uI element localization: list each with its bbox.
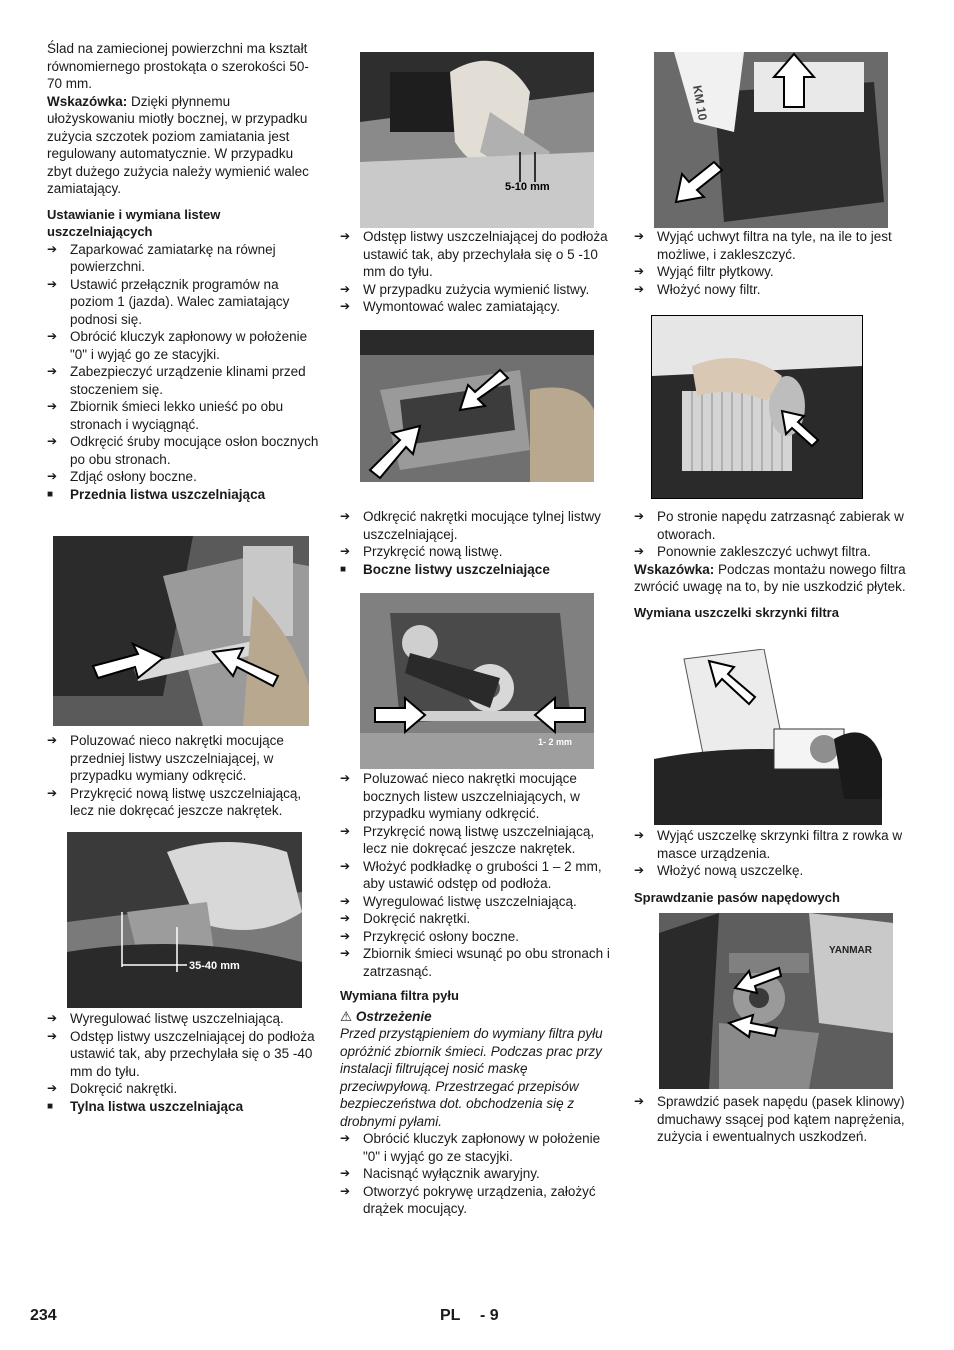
section-heading: Ustawianie i wymiana listew uszczelniających — [47, 206, 221, 239]
arrow-right-icon: ➔ — [634, 863, 645, 877]
step: ➔ Zabezpieczyć urządzenie klinami przed stoczeniem się. — [47, 364, 306, 397]
rear-strip-nuts-illustration — [360, 330, 594, 482]
arrow-right-icon: ➔ — [634, 229, 645, 243]
column-3-part-2 — [634, 508, 906, 621]
step: ➔ Zbiornik śmieci lekko unieść po obu stronach i wyciągnąć. — [47, 399, 284, 432]
subsection-heading: ■ Boczne listwy uszczelniające — [340, 561, 550, 577]
step: ➔ Zbiornik śmieci wsunąć po obu stronach i zatrzasnąć. — [340, 946, 610, 979]
note-text: Dzięki płynnemu ułożyskowaniu miotły bocznej, w przypadku zużycia szczotek poziom zamiatania jest regulowany automatycznie. W przypadku zbyt dużego zużycia należy wymienić walec zamiatający. — [47, 93, 309, 196]
arrow-right-icon: ➔ — [47, 399, 58, 413]
step: ➔ Wymontować walec zamiatający. — [340, 299, 560, 314]
arrow-right-icon: ➔ — [47, 276, 58, 291]
arrow-right-icon: ➔ — [634, 1094, 645, 1108]
arrow-right-icon: ➔ — [340, 823, 351, 838]
column-1-part-2 — [47, 732, 319, 820]
note — [47, 93, 319, 198]
step: ➔ Obrócić kluczyk zapłonowy w położenie "0" i wyjąć go ze stacyjki. — [340, 1131, 601, 1164]
arrow-right-icon: ➔ — [634, 544, 645, 558]
arrow-right-icon: ➔ — [340, 229, 351, 243]
subsection-heading: ■ Tylna listwa uszczelniająca — [47, 1098, 244, 1114]
engine-brand-label: YANMAR — [829, 945, 872, 956]
column-3-part-1 — [634, 228, 906, 298]
step: ➔ Przykręcić osłony boczne. — [340, 928, 520, 944]
note-text: Podczas montażu nowego filtra zwrócić uwagę na to, by nie uszkodzić płytek. — [634, 561, 906, 594]
step: ➔ Włożyć nowy filtr. — [634, 281, 761, 297]
language-code: PL — [440, 1307, 461, 1324]
arrow-right-icon: ➔ — [340, 1183, 351, 1198]
gap-measurement-label: 5-10 mm — [505, 181, 550, 193]
intro-text: Ślad na zamiecionej powierzchni ma kształt równomiernego prostokąta o szerokości 50-70 mm. — [47, 41, 309, 91]
square-bullet-icon: ■ — [47, 488, 54, 500]
section-heading: Wymiana filtra pyłu — [340, 988, 459, 1003]
warning-title: ⚠ Ostrzeżenie — [340, 1008, 432, 1024]
note-label: Wskazówka: — [47, 93, 128, 109]
note — [634, 561, 906, 596]
arrow-right-icon: ➔ — [340, 893, 351, 908]
arrow-right-icon: ➔ — [340, 1131, 351, 1145]
step: ➔ Włożyć nową uszczelkę. — [634, 863, 804, 878]
step: ➔ Nacisnąć wyłącznik awaryjny. — [340, 1166, 540, 1181]
arrow-right-icon: ➔ — [47, 1028, 58, 1043]
photo-rear-strip-gap — [360, 52, 594, 228]
photo-drive-belts — [659, 913, 893, 1089]
square-bullet-icon: ■ — [340, 563, 347, 575]
arrow-right-icon: ➔ — [634, 264, 645, 278]
column-3-part-4 — [634, 1093, 906, 1146]
filter-box-gasket-illustration — [654, 649, 882, 825]
rear-strip-gap-illustration — [360, 52, 594, 228]
sub-page-number: - 9 — [480, 1307, 499, 1324]
arrow-right-icon: ➔ — [340, 911, 351, 925]
column-1-part-3 — [47, 1010, 319, 1115]
step: ➔ Dokręcić nakrętki. — [340, 911, 471, 926]
arrow-right-icon: ➔ — [340, 544, 351, 558]
column-2-part-1 — [340, 228, 612, 316]
filter-holder-illustration — [654, 52, 888, 228]
arrow-right-icon: ➔ — [634, 828, 645, 842]
gap-measurement-label: 1- 2 mm — [538, 737, 573, 747]
drive-belts-illustration — [659, 913, 893, 1089]
note-label: Wskazówka: — [634, 561, 715, 577]
new-filter-illustration — [652, 316, 862, 498]
step: ➔ Przykręcić nową listwę uszczelniającą, lecz nie dokręcać jeszcze nakrętek. — [47, 785, 302, 818]
step: ➔ Ustawić przełącznik programów na poziom 1 (jazda). Walec zamiatający podnosi się. — [47, 276, 290, 327]
arrow-right-icon: ➔ — [340, 771, 351, 785]
step: ➔ Wyjąć filtr płytkowy. — [634, 264, 774, 279]
square-bullet-icon: ■ — [47, 1100, 54, 1112]
arrow-right-icon: ➔ — [634, 281, 645, 296]
warning-triangle-icon: ⚠ — [340, 1008, 353, 1024]
arrow-right-icon: ➔ — [340, 299, 351, 313]
step: ➔ Wyjąć uchwyt filtra na tyle, na ile to jest możliwe, i zakleszczyć. — [634, 229, 892, 262]
step: ➔ Poluzować nieco nakrętki mocujące bocznych listew uszczelniających, w przypadku wymiany odkręcić. — [340, 771, 580, 821]
page-number: 234 — [30, 1307, 57, 1324]
column-1 — [47, 40, 319, 503]
column-3-part-3 — [634, 827, 906, 906]
section-heading: Sprawdzanie pasów napędowych — [634, 889, 840, 905]
step: ➔ Odstęp listwy uszczelniającej do podłoża ustawić tak, aby przechylała się o 35 -40 mm do tyłu. — [47, 1028, 315, 1079]
step: ➔ W przypadku zużycia wymienić listwy. — [340, 281, 590, 297]
step: ➔ Ponownie zakleszczyć uchwyt filtra. — [634, 544, 871, 559]
brand-label: KM 10 — [690, 84, 710, 122]
arrow-right-icon: ➔ — [47, 364, 58, 378]
step: ➔ Sprawdzić pasek napędu (pasek klinowy) dmuchawy ssącej pod kątem naprężenia, zużycia i ewentualnych uszkodzeń. — [634, 1094, 905, 1144]
photo-new-filter — [651, 315, 863, 499]
arrow-right-icon: ➔ — [47, 434, 58, 448]
front-strip-gap-illustration — [67, 832, 302, 1008]
arrow-right-icon: ➔ — [340, 946, 351, 960]
photo-filter-box-gasket — [654, 649, 882, 825]
arrow-right-icon: ➔ — [47, 1081, 58, 1095]
step: ➔ Wyregulować listwę uszczelniającą. — [340, 893, 577, 909]
arrow-right-icon: ➔ — [47, 329, 58, 343]
step-list — [47, 241, 319, 486]
arrow-right-icon: ➔ — [47, 733, 58, 747]
photo-front-strip-gap — [67, 832, 302, 1008]
step: ➔ Obrócić kluczyk zapłonowy w położenie "0" i wyjąć go ze stacyjki. — [47, 329, 308, 362]
arrow-right-icon: ➔ — [340, 928, 351, 943]
arrow-right-icon: ➔ — [47, 1011, 58, 1025]
column-2-part-3 — [340, 770, 612, 1218]
arrow-right-icon: ➔ — [340, 858, 351, 873]
arrow-right-icon: ➔ — [340, 509, 351, 523]
gap-measurement-label: 35-40 mm — [189, 960, 240, 972]
step: ➔ Otworzyć pokrywę urządzenia, założyć drążek mocujący. — [340, 1183, 596, 1216]
photo-side-strips — [360, 593, 594, 769]
column-2-part-2 — [340, 508, 612, 578]
step: ➔ Zdjąć osłony boczne. — [47, 469, 197, 484]
step: ➔ Po stronie napędu zatrzasnąć zabierak w otworach. — [634, 509, 904, 542]
photo-rear-strip-nuts — [360, 330, 594, 482]
step: ➔ Odstęp listwy uszczelniającej do podłoża ustawić tak, aby przechylała się o 5 -10 mm do tyłu. — [340, 229, 608, 279]
step: ➔ Przykręcić nową listwę uszczelniającą, lecz nie dokręcać jeszcze nakrętek. — [340, 823, 595, 856]
photo-front-sealing-strip — [53, 536, 309, 726]
arrow-right-icon: ➔ — [47, 241, 58, 256]
step: ➔ Odkręcić nakrętki mocujące tylnej listwy uszczelniającej. — [340, 509, 601, 542]
arrow-right-icon: ➔ — [340, 281, 351, 296]
step: ➔ Włożyć podkładkę o grubości 1 – 2 mm, aby ustawić odstęp od podłoża. — [340, 858, 602, 891]
photo-filter-holder — [654, 52, 888, 228]
step: ➔ Poluzować nieco nakrętki mocujące przedniej listwy uszczelniającej, w przypadku wymiany odkręcić. — [47, 733, 284, 783]
arrow-right-icon: ➔ — [47, 469, 58, 483]
step: ➔ Dokręcić nakrętki. — [47, 1081, 178, 1096]
warning-text: Przed przystąpieniem do wymiany filtra pyłu opróżnić zbiornik śmieci. Podczas prac przy instalacji filtrującej nosić maskę przeciwpyłową. Przestrzegać przepisów bezpieczeństwa dot. obchodzenia się z drobnymi pyłami. — [340, 1026, 603, 1129]
arrow-right-icon: ➔ — [634, 509, 645, 523]
subsection-heading: ■ Przednia listwa uszczelniająca — [47, 486, 266, 502]
step: ➔ Wyjąć uszczelkę skrzynki filtra z rowka w masce urządzenia. — [634, 828, 903, 861]
step: ➔ Zaparkować zamiatarkę na równej powierzchni. — [47, 241, 276, 274]
step: ➔ Przykręcić nową listwę. — [340, 544, 503, 559]
front-strip-illustration — [53, 536, 309, 726]
side-strips-illustration — [360, 593, 594, 769]
step: ➔ Odkręcić śruby mocujące osłon bocznych po obu stronach. — [47, 434, 319, 467]
arrow-right-icon: ➔ — [340, 1166, 351, 1180]
step: ➔ Wyregulować listwę uszczelniającą. — [47, 1011, 284, 1026]
arrow-right-icon: ➔ — [47, 785, 58, 800]
section-heading: Wymiana uszczelki skrzynki filtra — [634, 604, 839, 620]
